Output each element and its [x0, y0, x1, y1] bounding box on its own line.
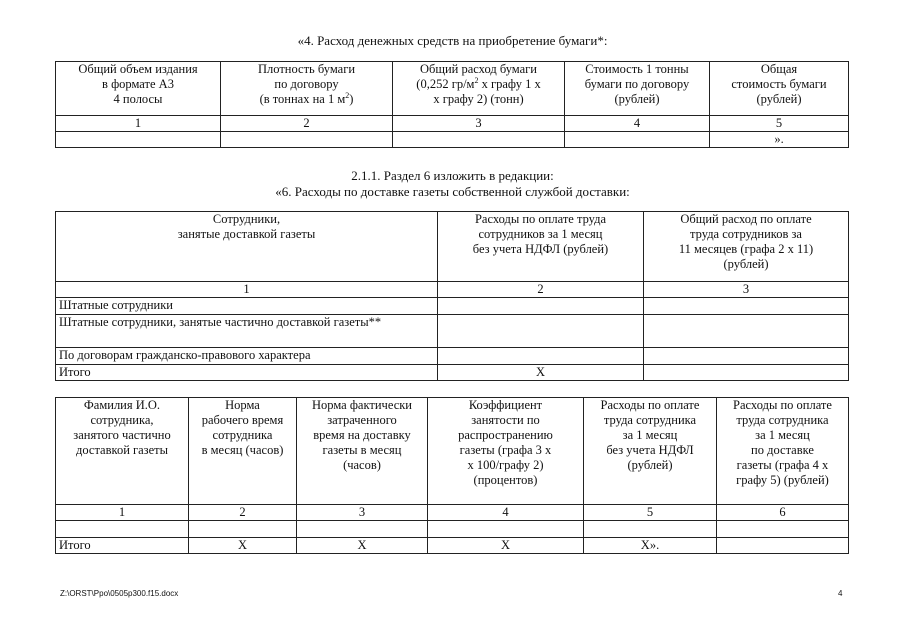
- header-employment-coefficient: Коэффициент занятости по распространению газеты (графа 3 х х 100/графу 2) (процентов): [428, 398, 584, 505]
- table-cell: [644, 315, 849, 348]
- header-employee-name: Фамилия И.О. сотрудника, занятого частично доставкой газеты: [56, 398, 189, 505]
- column-number: 2: [221, 116, 393, 132]
- table-cell: [565, 132, 710, 148]
- table-header-row: [56, 62, 849, 116]
- footer-file-path: Z:\ORST\Ppo\0505p300.f15.docx: [60, 589, 179, 598]
- column-number-row: [56, 116, 849, 132]
- column-number: 3: [297, 505, 428, 521]
- column-number: 4: [565, 116, 710, 132]
- total-row: [56, 538, 849, 554]
- page-number: 4: [838, 589, 843, 598]
- table-row: [56, 348, 849, 365]
- table-cell: [221, 132, 393, 148]
- table-cell: [438, 315, 644, 348]
- header-total-paper-cost: Общая стоимость бумаги (рублей): [710, 62, 849, 116]
- table-cell: [644, 298, 849, 315]
- table-cell: [717, 521, 849, 538]
- column-number: 3: [393, 116, 565, 132]
- column-number: 1: [56, 116, 221, 132]
- header-working-hours-norm: Норма рабочего время сотрудника в месяц (часов): [189, 398, 297, 505]
- header-actual-hours: Норма фактически затраченного время на доставку газеты в месяц (часов): [297, 398, 428, 505]
- row-label: Штатные сотрудники: [56, 298, 438, 315]
- header-employees: Сотрудники, занятые доставкой газеты: [56, 212, 438, 282]
- table-cell: Х: [189, 538, 297, 554]
- row-label: Итого: [56, 538, 189, 554]
- column-number: 6: [717, 505, 849, 521]
- row-label: Штатные сотрудники, занятые частично доставкой газеты**: [56, 315, 438, 348]
- table-cell: [393, 132, 565, 148]
- column-number: 5: [584, 505, 717, 521]
- column-number: 2: [189, 505, 297, 521]
- table-cell: [189, 521, 297, 538]
- column-number-row: [56, 505, 849, 521]
- table-cell: [56, 521, 189, 538]
- table-cell: [717, 538, 849, 554]
- table-cell: [438, 348, 644, 365]
- table-cell: [428, 521, 584, 538]
- column-number: 3: [644, 282, 849, 298]
- table-cell: [644, 365, 849, 381]
- row-label: Итого: [56, 365, 438, 381]
- header-ton-cost: Стоимость 1 тонны бумаги по договору (рублей): [565, 62, 710, 116]
- row-label: По договорам гражданско-правового характера: [56, 348, 438, 365]
- header-paper-density: Плотность бумаги по договору (в тоннах на 1 $м^2$): [221, 62, 393, 116]
- header-monthly-wage: Расходы по оплате труда сотрудника за 1 месяц без учета НДФЛ (рублей): [584, 398, 717, 505]
- section-6-title: «6. Расходы по доставке газеты собственной службой доставки:: [275, 184, 630, 199]
- table-cell: [438, 298, 644, 315]
- delivery-staff-table: [55, 211, 849, 381]
- table-cell: Х: [297, 538, 428, 554]
- table-row: [56, 298, 849, 315]
- table-cell: Х: [428, 538, 584, 554]
- header-annual-wage: Общий расход по оплате труда сотрудников за 11 месяцев (графа 2 х 11) (рублей): [644, 212, 849, 282]
- column-number: 4: [428, 505, 584, 521]
- table-cell: Х».: [584, 538, 717, 554]
- table-header-row: [56, 398, 849, 505]
- table-cell: Х: [438, 365, 644, 381]
- table-cell: [644, 348, 849, 365]
- header-delivery-wage: Расходы по оплате труда сотрудника за 1 месяц по доставке газеты (графа 4 х графу 5) (рублей): [717, 398, 849, 505]
- table-header-row: [56, 212, 849, 282]
- table-cell: [56, 132, 221, 148]
- table-cell: [297, 521, 428, 538]
- column-number: 5: [710, 116, 849, 132]
- total-row: [56, 365, 849, 381]
- column-number: 1: [56, 505, 189, 521]
- table-row: [56, 132, 849, 148]
- paper-cost-table: [55, 61, 849, 148]
- partial-delivery-table: [55, 397, 849, 554]
- table-row: [56, 315, 849, 348]
- column-number: 1: [56, 282, 438, 298]
- table-cell: [584, 521, 717, 538]
- column-number: 2: [438, 282, 644, 298]
- closing-quote: ».: [710, 132, 849, 148]
- header-total-volume: Общий объем издания в формате А3 4 полосы: [56, 62, 221, 116]
- amendment-line: 2.1.1. Раздел 6 изложить в редакции:: [351, 168, 554, 183]
- table-row: [56, 521, 849, 538]
- section-4-title: «4. Расход денежных средств на приобретение бумаги*:: [297, 33, 608, 48]
- header-paper-consumption: Общий расход бумаги (0,252 $гр/м^2$ х графу 1 х х графу 2) (тонн): [393, 62, 565, 116]
- header-monthly-wage: Расходы по оплате труда сотрудников за 1 месяц без учета НДФЛ (рублей): [438, 212, 644, 282]
- column-number-row: [56, 282, 849, 298]
